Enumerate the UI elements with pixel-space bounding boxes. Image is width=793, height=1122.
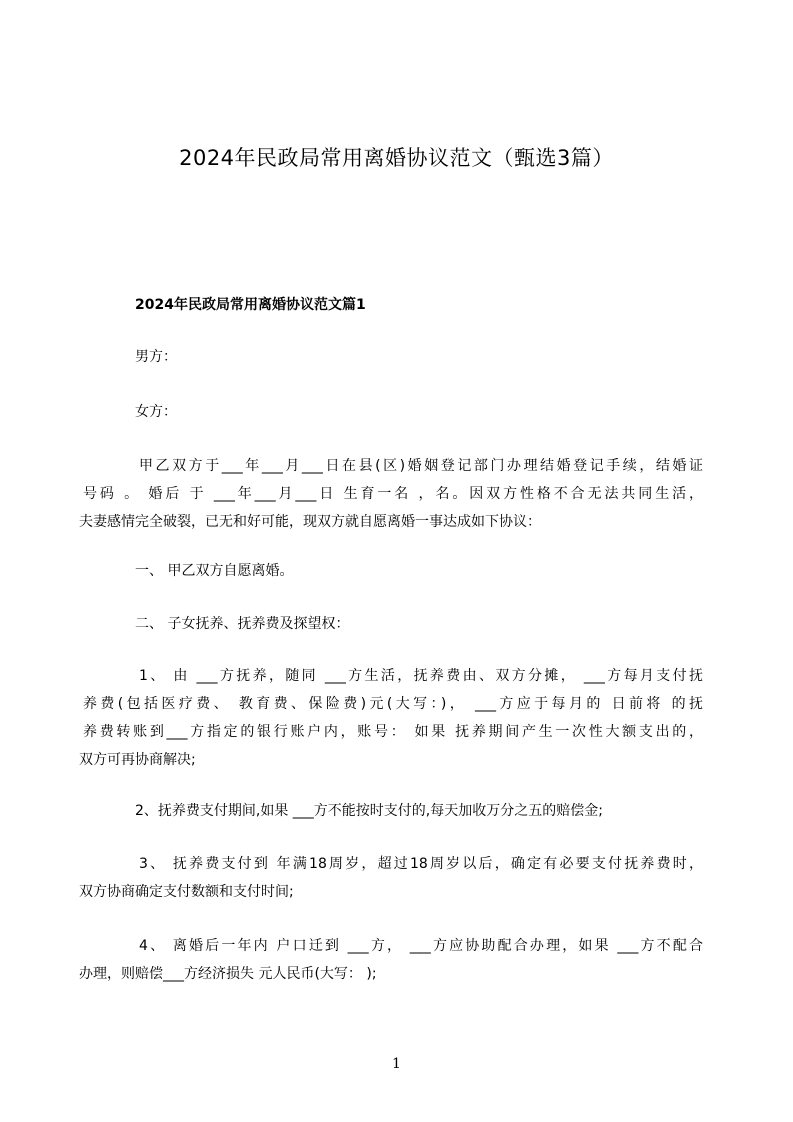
item-2: 2、抚养费支付期间,如果 ___方不能按时支付的,每天加收万分之五的赔偿金;: [135, 803, 603, 819]
intro-line: 夫妻感情完全破裂，已无和好可能，现双方就自愿离婚一事达成如下协议：: [79, 514, 541, 530]
clause-2: 二、 子女抚养、抚养费及探望权：: [135, 616, 350, 632]
page-number: 1: [392, 1056, 401, 1072]
item-1-line: 养费转账到___方指定的银行账户内，账号： 如果 抚养期间产生一次性大额支出的，: [83, 724, 703, 740]
male-party-label: 男方：: [135, 349, 177, 365]
item-1-line: 1、 由 ___方抚养，随同 ___方生活，抚养费由、双方分摊， ___方每月支付抚: [139, 668, 703, 684]
intro-line: 号码 。 婚后 于 ___年___月___日 生育一名 ，名。因双方性格不合无法共同生活，: [83, 486, 703, 502]
document-title: 2024年民政局常用离婚协议范文（甄选3篇）: [179, 146, 614, 170]
intro-paragraph: [79, 452, 703, 536]
section-heading: 2024年民政局常用离婚协议范文篇1: [135, 297, 366, 313]
item-4-paragraph: [79, 932, 703, 988]
item-3-line: 3、 抚养费支付到 年满18周岁，超过18周岁以后，确定有必要支付抚养费时，: [139, 856, 703, 872]
clause-1: 一、 甲乙双方自愿离婚。: [135, 563, 294, 579]
intro-line: 甲乙双方于___年___月___日在县(区)婚姻登记部门办理结婚登记手续，结婚证: [139, 458, 703, 474]
item-4-line: 办理，则赔偿___方经济损失 元人民币(大写： );: [79, 966, 377, 982]
item-1-paragraph: [79, 662, 703, 774]
item-3-line: 双方协商确定支付数额和支付时间;: [79, 884, 294, 900]
item-1-line: 养费(包括医疗费、 教育费、保险费)元(大写：)， ___方应于每月的 日前将 的抚: [83, 696, 703, 712]
item-4-line: 4、 离婚后一年内 户口迁到 ___方， ___方应协助配合办理，如果 ___方不配合: [139, 938, 703, 954]
item-1-line: 双方可再协商解决;: [79, 752, 196, 768]
item-3-paragraph: [79, 850, 703, 906]
female-party-label: 女方：: [135, 404, 177, 420]
